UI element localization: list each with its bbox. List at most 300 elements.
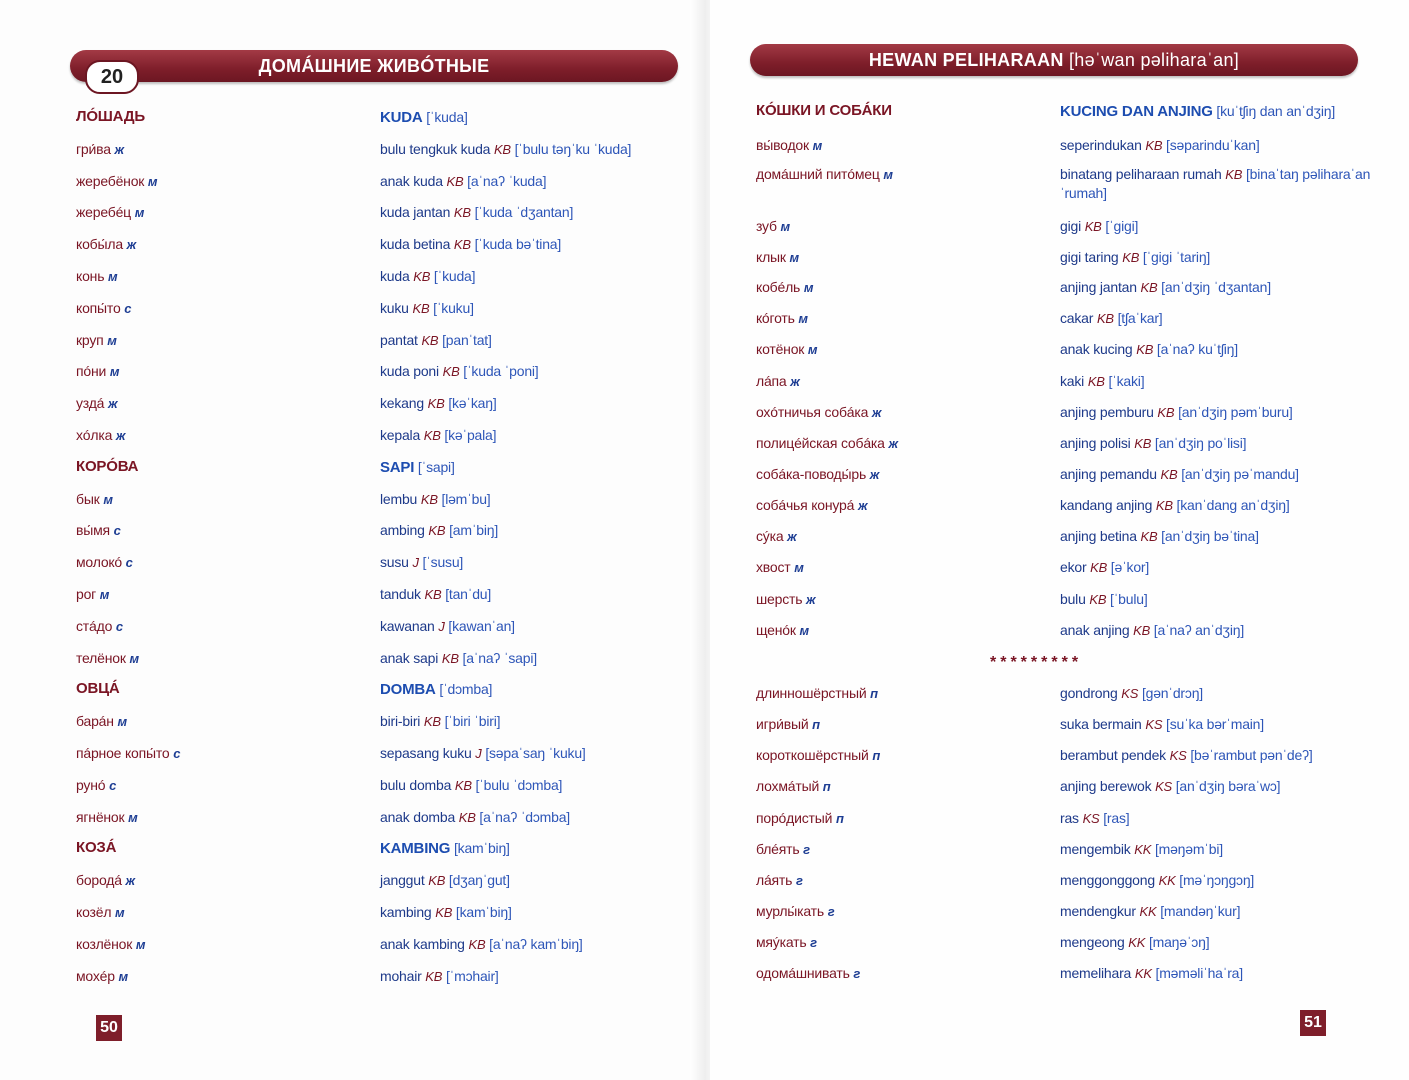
word-class-tag: KB xyxy=(442,364,460,380)
entry-indonesian xyxy=(1060,902,1240,921)
entry-russian xyxy=(76,871,135,890)
pronunciation-continued: ˈrumah] xyxy=(1060,185,1107,201)
gender-marker: ж xyxy=(126,237,136,253)
gender-marker: с xyxy=(113,523,121,539)
word-class-tag: KB xyxy=(435,905,453,920)
word-class-tag: KS xyxy=(1121,686,1139,701)
russian-word: хóлка xyxy=(76,427,113,443)
gender-marker: с xyxy=(125,555,133,571)
russian-word: лáпа xyxy=(756,373,787,389)
entry-russian xyxy=(76,490,113,509)
pronunciation: [ˈgigi ˈtariŋ] xyxy=(1142,249,1211,265)
entry-indonesian xyxy=(1060,590,1148,609)
pronunciation: [ˈdɔmba] xyxy=(439,681,493,698)
pronunciation: [maŋəˈɔŋ] xyxy=(1148,934,1210,950)
entry-indonesian xyxy=(1060,558,1149,577)
entry-indonesian xyxy=(1060,621,1244,640)
entry-indonesian xyxy=(1060,746,1313,765)
russian-word: круп xyxy=(76,331,104,348)
indonesian-word: anjing betina xyxy=(1060,528,1137,544)
pronunciation: [amˈbiŋ] xyxy=(449,522,499,539)
indonesian-word: menggonggong xyxy=(1060,872,1155,888)
entry-indonesian xyxy=(380,140,631,159)
indonesian-word: kandang anjing xyxy=(1060,497,1153,513)
gender-marker: м xyxy=(118,968,128,984)
pronunciation: [məməliˈhaˈra] xyxy=(1155,965,1243,981)
entry-indonesian xyxy=(380,744,586,763)
indonesian-word: gigi taring xyxy=(1060,249,1119,265)
gender-marker: ж xyxy=(787,529,797,544)
entry-indonesian xyxy=(380,680,492,699)
indonesian-word: kaki xyxy=(1060,373,1085,389)
indonesian-word: bulu tengkuk kuda xyxy=(380,140,491,157)
pronunciation: [ˈmɔhair] xyxy=(445,967,499,984)
indonesian-word: biri-biri xyxy=(380,713,421,730)
indonesian-word: janggut xyxy=(380,872,425,889)
indonesian-word: kekang xyxy=(380,395,424,412)
gender-marker: ж xyxy=(114,141,124,157)
entry-russian xyxy=(756,217,790,236)
indonesian-word: anjing berewok xyxy=(1060,778,1152,794)
entry-indonesian xyxy=(1060,434,1246,453)
russian-word: собáчья конурá xyxy=(756,497,855,513)
russian-word: блéять xyxy=(756,841,800,857)
entry-indonesian xyxy=(1060,465,1299,484)
pronunciation: [suˈka bərˈmain] xyxy=(1166,716,1264,732)
indonesian-word: anak anjing xyxy=(1060,622,1130,638)
word-class-tag: KB xyxy=(1225,167,1243,182)
word-class-tag: KB xyxy=(1157,405,1175,420)
pronunciation: [kamˈbiŋ] xyxy=(455,904,512,920)
word-class-tag: KB xyxy=(1133,623,1151,638)
gender-marker: с xyxy=(173,746,181,761)
entry-indonesian xyxy=(380,903,512,922)
pronunciation: [məˈŋɔŋgɔŋ] xyxy=(1179,872,1255,888)
russian-word: кóготь xyxy=(756,310,795,326)
entry-russian xyxy=(76,776,116,795)
russian-word: домáшний питóмец xyxy=(756,166,880,182)
indonesian-word: anjing pemandu xyxy=(1060,466,1157,482)
word-class-tag: KB xyxy=(1090,560,1108,575)
word-class-tag: KB xyxy=(413,269,431,284)
gender-marker: м xyxy=(807,342,818,357)
indonesian-word: KUDA xyxy=(380,109,423,126)
russian-word: охóтничья собáка xyxy=(756,404,869,420)
pronunciation: [ˈbulu ˈdɔmba] xyxy=(475,776,563,793)
indonesian-word: KAMBING xyxy=(380,840,451,858)
entry-russian xyxy=(756,840,810,859)
gender-marker: ж xyxy=(871,405,882,420)
gender-marker: п xyxy=(822,779,831,794)
gender-marker: м xyxy=(99,587,110,602)
word-class-tag: KB xyxy=(1089,592,1107,607)
pronunciation: [səpaˈsaŋ ˈkuku] xyxy=(485,745,586,761)
pronunciation: [ˈgigi] xyxy=(1105,218,1139,234)
entry-indonesian xyxy=(380,967,499,986)
word-class-tag: J xyxy=(475,746,482,761)
word-class-tag: KB xyxy=(420,491,438,507)
pronunciation: [aˈnaʔ ˈsapi] xyxy=(462,649,537,666)
gender-marker: ж xyxy=(125,873,135,889)
pronunciation: [anˈdʒiŋ poˈlisi] xyxy=(1154,435,1247,451)
entry-indonesian xyxy=(380,553,463,572)
entry-indonesian xyxy=(1060,136,1260,155)
indonesian-word: seperindukan xyxy=(1060,137,1142,153)
word-class-tag: KB xyxy=(412,300,430,316)
gender-marker: м xyxy=(794,560,804,575)
entry-russian xyxy=(756,590,815,609)
right-banner-title: HEWAN PELIHARAAN xyxy=(868,50,1064,70)
indonesian-word: pantat xyxy=(380,331,418,348)
entry-russian xyxy=(76,649,139,668)
russian-word: жеребёнок xyxy=(76,172,145,189)
pronunciation: [ˈbulu] xyxy=(1110,591,1148,607)
pronunciation: [kuˈtʃiŋ dan anˈdʒiŋ] xyxy=(1216,103,1336,119)
word-class-tag: KB xyxy=(423,428,441,443)
left-banner-title: ДОМÁШНИЕ ЖИВÓТНЫЕ xyxy=(258,56,490,76)
entry-russian xyxy=(756,136,822,155)
entry-indonesian xyxy=(1060,309,1163,328)
indonesian-word: anak sapi xyxy=(380,649,439,666)
entry-indonesian xyxy=(380,172,546,191)
pronunciation: [ˈkuda] xyxy=(433,268,476,284)
word-class-tag: KB xyxy=(428,873,446,889)
indonesian-word: binatang peliharaan rumah xyxy=(1060,166,1222,182)
entry-russian xyxy=(756,403,881,422)
gender-marker: м xyxy=(134,205,145,221)
russian-word: ОВЦÁ xyxy=(76,680,120,698)
entry-indonesian xyxy=(380,362,539,381)
left-banner xyxy=(70,50,678,82)
entry-russian xyxy=(76,458,138,476)
entry-russian xyxy=(76,808,138,827)
pronunciation: [əˈkor] xyxy=(1110,559,1150,575)
gender-marker: г xyxy=(803,842,810,857)
word-class-tag: KS xyxy=(1155,779,1173,794)
gender-marker: м xyxy=(107,332,117,348)
entry-russian xyxy=(76,331,117,350)
russian-word: мурлы́кать xyxy=(756,903,824,919)
indonesian-word: anak kucing xyxy=(1060,341,1133,357)
entry-russian xyxy=(76,362,119,381)
indonesian-word: suka bermain xyxy=(1060,716,1142,732)
russian-word: зуб xyxy=(756,218,777,234)
russian-word: котёнок xyxy=(756,341,805,357)
russian-word: вы́водок xyxy=(756,137,809,153)
gender-marker: м xyxy=(799,623,809,638)
word-class-tag: KB xyxy=(1136,342,1154,357)
entry-russian xyxy=(76,203,144,222)
word-class-tag: KB xyxy=(421,332,439,348)
entry-russian xyxy=(76,267,117,286)
indonesian-word: berambut pendek xyxy=(1060,747,1166,763)
indonesian-word: anak kambing xyxy=(380,935,465,952)
pronunciation: [kamˈbiŋ] xyxy=(453,840,510,857)
entry-russian xyxy=(76,108,145,126)
russian-word: мяýкать xyxy=(756,934,807,950)
word-class-tag: KB xyxy=(424,587,442,602)
pronunciation: [ras] xyxy=(1103,810,1130,826)
russian-word: уздá xyxy=(76,395,105,412)
pronunciation: [anˈdʒiŋ bəraˈwɔ] xyxy=(1175,778,1281,794)
gender-marker: м xyxy=(812,138,823,153)
entry-indonesian xyxy=(380,585,491,604)
gender-marker: м xyxy=(883,167,893,182)
russian-word: гри́ва xyxy=(76,140,111,157)
entry-russian xyxy=(756,777,831,796)
entry-russian xyxy=(756,434,898,453)
entry-indonesian xyxy=(1060,403,1293,422)
indonesian-word: anjing jantan xyxy=(1060,279,1137,295)
entry-russian xyxy=(76,967,128,986)
pronunciation: [ˈsusu] xyxy=(422,554,464,571)
gender-marker: м xyxy=(109,364,120,380)
entry-indonesian xyxy=(380,776,562,795)
entry-indonesian xyxy=(380,712,500,731)
indonesian-word: ras xyxy=(1060,810,1079,826)
pronunciation: [tʃaˈkar] xyxy=(1117,310,1163,326)
entry-indonesian xyxy=(380,108,468,127)
gender-marker: с xyxy=(115,618,123,634)
gender-marker: м xyxy=(129,650,139,666)
entry-indonesian xyxy=(1060,527,1259,546)
entry-indonesian xyxy=(1060,217,1138,236)
gender-marker: г xyxy=(827,904,835,919)
entry-indonesian xyxy=(1060,964,1243,983)
russian-word: мохéр xyxy=(76,967,115,984)
entry-indonesian xyxy=(380,299,474,318)
pronunciation: [dʒaŋˈgut] xyxy=(448,872,510,889)
word-class-tag: KK xyxy=(1158,873,1176,888)
russian-word: пóни xyxy=(76,363,107,380)
indonesian-word: cakar xyxy=(1060,310,1094,326)
indonesian-word: kuda jantan xyxy=(380,204,451,221)
entry-indonesian xyxy=(380,267,475,286)
indonesian-word: susu xyxy=(380,554,409,571)
entry-indonesian xyxy=(1060,840,1223,859)
pronunciation: [ˈkuku] xyxy=(433,299,474,316)
pronunciation: [ˈkuda ˈponi] xyxy=(463,363,539,380)
gender-marker: г xyxy=(810,935,817,950)
russian-word: хвост xyxy=(756,559,791,575)
russian-word: ЛÓШАДЬ xyxy=(76,108,145,125)
russian-word: КÓШКИ И СОБÁКИ xyxy=(756,102,892,119)
indonesian-word: ambing xyxy=(380,522,425,539)
russian-word: рог xyxy=(76,586,97,602)
russian-word: кобéль xyxy=(756,279,801,295)
pronunciation: [aˈnaʔ ˈkuda] xyxy=(467,172,547,189)
word-class-tag: KB xyxy=(493,141,511,157)
entry-russian xyxy=(76,235,136,254)
pronunciation: [anˈdʒiŋ pəmˈburu] xyxy=(1178,404,1293,420)
left-page xyxy=(0,0,700,1080)
entry-russian xyxy=(756,248,799,267)
entry-russian xyxy=(756,964,860,983)
pronunciation: [aˈnaʔ kuˈtʃiŋ] xyxy=(1156,341,1238,357)
section-divider-stars: ********* xyxy=(990,654,1083,671)
word-class-tag: KB xyxy=(1145,138,1163,153)
russian-word: бык xyxy=(76,490,100,507)
gender-marker: м xyxy=(117,714,127,730)
russian-word: клык xyxy=(756,249,786,265)
word-class-tag: KB xyxy=(428,523,446,539)
entry-indonesian xyxy=(380,235,561,254)
russian-word: собáка-поводы́рь xyxy=(756,466,867,482)
entry-indonesian xyxy=(380,394,497,413)
word-class-tag: KB xyxy=(1084,219,1102,234)
russian-word: щенóк xyxy=(756,622,796,638)
gender-marker: с xyxy=(124,300,132,316)
entry-indonesian xyxy=(1060,248,1210,267)
entry-indonesian xyxy=(1060,684,1203,703)
pronunciation: [ˈbulu təŋˈku ˈkuda] xyxy=(514,140,632,157)
gender-marker: ж xyxy=(888,436,898,451)
pronunciation: [panˈtat] xyxy=(442,331,492,348)
word-class-tag: KB xyxy=(1087,374,1105,389)
indonesian-word: anak domba xyxy=(380,808,456,825)
indonesian-word: kambing xyxy=(380,904,432,920)
right-page-number: 51 xyxy=(1300,1010,1326,1036)
pronunciation: [kawanˈan] xyxy=(448,617,515,634)
gender-marker: ж xyxy=(790,374,800,389)
russian-word: длинношёрстный xyxy=(756,685,867,701)
russian-word: стáдо xyxy=(76,617,113,634)
gender-marker: ж xyxy=(115,428,126,443)
pronunciation: [aˈnaʔ anˈdʒiŋ] xyxy=(1153,622,1245,638)
entry-russian xyxy=(76,903,124,922)
russian-word: копы́то xyxy=(76,299,121,316)
pronunciation: [anˈdʒiŋ ˈdʒantan] xyxy=(1161,279,1271,295)
entry-russian xyxy=(756,715,820,734)
indonesian-word: anjing pemburu xyxy=(1060,404,1154,420)
entry-russian xyxy=(76,585,109,604)
indonesian-word: mengembik xyxy=(1060,841,1131,857)
entry-russian xyxy=(76,680,120,698)
pronunciation: [ˈbiri ˈbiri] xyxy=(444,713,501,730)
gender-marker: п xyxy=(872,748,881,763)
russian-word: жеребéц xyxy=(76,204,131,221)
word-class-tag: KS xyxy=(1082,811,1100,826)
russian-word: сýка xyxy=(756,528,784,544)
gender-marker: п xyxy=(835,811,844,826)
entry-indonesian xyxy=(380,458,455,477)
word-class-tag: KS xyxy=(1145,717,1163,732)
russian-word: вы́мя xyxy=(76,522,110,539)
word-class-tag: KB xyxy=(425,968,443,984)
gender-marker: г xyxy=(795,873,803,888)
entry-russian xyxy=(756,278,813,297)
entry-russian xyxy=(76,617,123,636)
gender-marker: п xyxy=(870,686,878,701)
word-class-tag: KK xyxy=(1134,842,1152,857)
pronunciation: [bəˈrambut pənˈdeʔ] xyxy=(1190,747,1313,763)
entry-indonesian xyxy=(1060,102,1335,121)
russian-word: козлёнок xyxy=(76,935,133,952)
entry-russian xyxy=(756,809,844,828)
word-class-tag: KB xyxy=(1140,529,1158,544)
entry-indonesian xyxy=(1060,871,1254,890)
entry-russian xyxy=(756,746,880,765)
russian-word: шерсть xyxy=(756,591,803,607)
entry-indonesian xyxy=(1060,278,1271,297)
indonesian-word: anjing polisi xyxy=(1060,435,1131,451)
indonesian-word: sepasang kuku xyxy=(380,745,472,761)
indonesian-word: kuda betina xyxy=(380,236,451,253)
right-banner xyxy=(750,44,1358,76)
word-class-tag: KB xyxy=(453,237,471,253)
russian-word: кобы́ла xyxy=(76,236,123,253)
gender-marker: ж xyxy=(869,467,880,482)
word-class-tag: KB xyxy=(468,936,486,952)
russian-word: порóдистый xyxy=(756,810,833,826)
word-class-tag: KB xyxy=(441,650,459,666)
entry-russian xyxy=(76,172,157,191)
word-class-tag: KB xyxy=(427,396,445,412)
word-class-tag: KK xyxy=(1139,904,1157,919)
entry-indonesian xyxy=(380,521,498,540)
indonesian-word: mendengkur xyxy=(1060,903,1136,919)
russian-word: молокó xyxy=(76,554,122,571)
pronunciation: [anˈdʒiŋ bəˈtina] xyxy=(1161,528,1259,544)
entry-russian xyxy=(756,871,803,890)
pronunciation: [tanˈdu] xyxy=(445,586,492,602)
entry-indonesian xyxy=(380,490,490,509)
gender-marker: м xyxy=(108,269,118,284)
entry-russian xyxy=(756,309,808,328)
entry-russian xyxy=(756,527,797,546)
entry-russian xyxy=(756,902,834,921)
russian-word: КОРÓВА xyxy=(76,457,139,475)
entry-russian xyxy=(756,340,817,359)
russian-word: одомáшнивать xyxy=(756,965,850,981)
russian-word: бородá xyxy=(76,872,122,889)
entry-indonesian xyxy=(1060,715,1264,734)
russian-word: полицéйская собáка xyxy=(756,435,885,451)
entry-russian xyxy=(756,496,867,515)
word-class-tag: KB xyxy=(458,809,476,825)
pronunciation: [mandəŋˈkur] xyxy=(1160,903,1241,919)
entry-indonesian xyxy=(1060,777,1280,796)
russian-word: рунó xyxy=(76,776,106,793)
entry-russian xyxy=(76,394,117,413)
gender-marker: м xyxy=(128,809,138,825)
entry-indonesian xyxy=(380,649,537,668)
russian-word: конь xyxy=(76,268,105,284)
gender-marker: м xyxy=(798,311,808,326)
word-class-tag: KK xyxy=(1134,966,1152,981)
pronunciation: [kəˈpala] xyxy=(444,427,497,443)
indonesian-word: gigi xyxy=(1060,218,1081,234)
entry-indonesian xyxy=(1060,933,1209,952)
pronunciation: [ˈkuda ˈdʒantan] xyxy=(474,204,574,221)
russian-word: пáрное копы́то xyxy=(76,745,170,761)
indonesian-word: kuda poni xyxy=(380,363,439,380)
entry-indonesian xyxy=(1060,496,1290,515)
gender-marker: м xyxy=(115,905,125,920)
word-class-tag: KB xyxy=(423,714,441,730)
gender-marker: м xyxy=(135,936,146,952)
indonesian-word: bulu domba xyxy=(380,776,452,793)
indonesian-word: memelihara xyxy=(1060,965,1132,981)
pronunciation: [kanˈdang anˈdʒiŋ] xyxy=(1176,497,1290,513)
gender-marker: м xyxy=(789,250,799,265)
indonesian-word: KUCING DAN ANJING xyxy=(1060,103,1213,120)
pronunciation: [aˈnaʔ kamˈbiŋ] xyxy=(489,935,583,952)
entry-russian xyxy=(756,102,892,120)
word-class-tag: KB xyxy=(1122,250,1140,265)
indonesian-word: kepala xyxy=(380,427,421,443)
gender-marker: ж xyxy=(806,592,816,607)
